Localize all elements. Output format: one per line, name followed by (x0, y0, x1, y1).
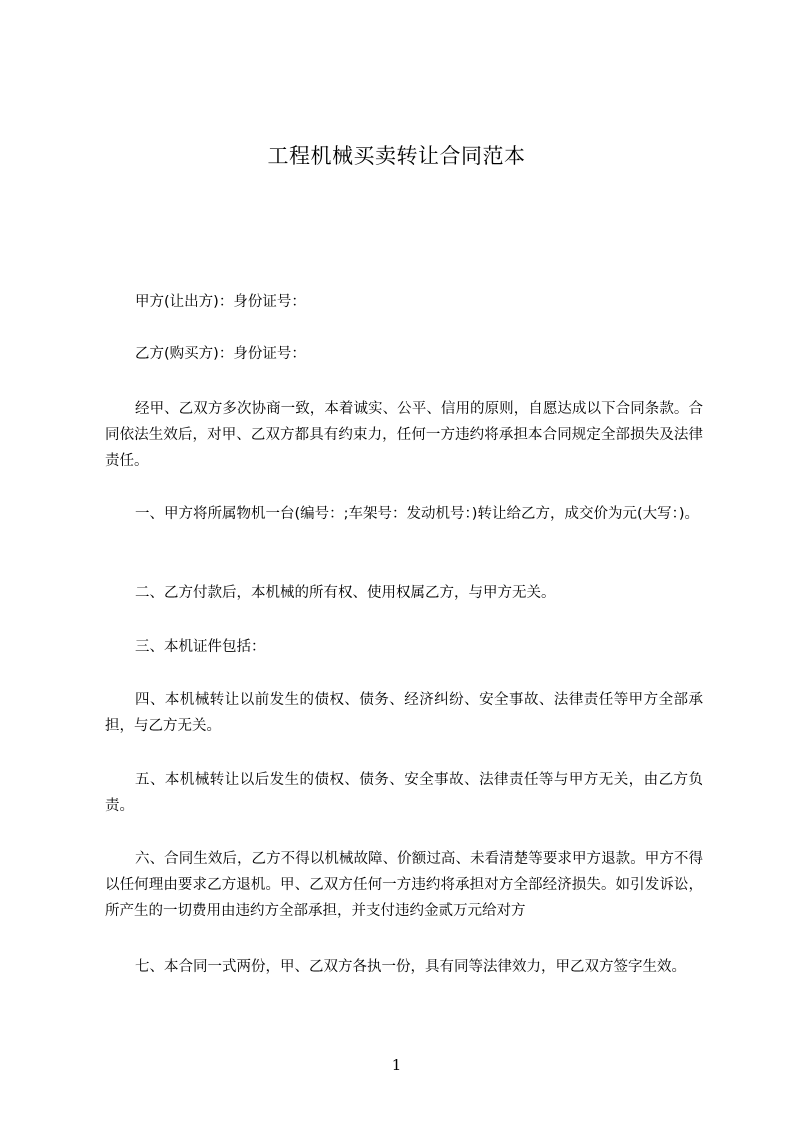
clause-5-paragraph: 五、本机械转让以后发生的债权、债务、安全事故、法律责任等与甲方无关，由乙方负责。 (105, 772, 703, 814)
clause-3-paragraph: 三、本机证件包括： (135, 639, 266, 655)
document-title: 工程机械买卖转让合同范本 (267, 144, 526, 168)
clause-1-paragraph: 一、甲方将所属物机一台(编号：;车架号：发动机号：)转让给乙方，成交价为元(大写：)。 (135, 506, 700, 522)
party-a-line: 甲方(让出方)：身份证号： (135, 294, 306, 310)
clause-7-paragraph: 七、本合同一式两份，甲、乙双方各执一份，具有同等法律效力，甲乙双方签字生效。 (135, 959, 686, 975)
clause-4-paragraph: 四、本机械转让以前发生的债权、债务、经济纠纷、安全事故、法律责任等甲方全部承担，与乙方无关。 (105, 692, 703, 734)
clause-2-paragraph: 二、乙方付款后，本机械的所有权、使用权属乙方，与甲方无关。 (135, 585, 556, 601)
clause-6-paragraph: 六、合同生效后，乙方不得以机械故障、价额过高、未看清楚等要求甲方退款。甲方不得以任何理由要求乙方退机。甲、乙双方任何一方违约将承担对方全部经济损失。如引发诉讼，所产生的一切费用由违约方全部承担，并支付违约金贰万元给对方 (105, 851, 703, 919)
party-b-line: 乙方(购买方)：身份证号： (135, 346, 306, 362)
page-number: 1 (391, 1056, 402, 1074)
preamble-paragraph: 经甲、乙双方多次协商一致，本着诚实、公平、信用的原则，自愿达成以下合同条款。合同依法生效后，对甲、乙双方都具有约束力，任何一方违约将承担本合同规定全部损失及法律责任。 (105, 401, 703, 469)
